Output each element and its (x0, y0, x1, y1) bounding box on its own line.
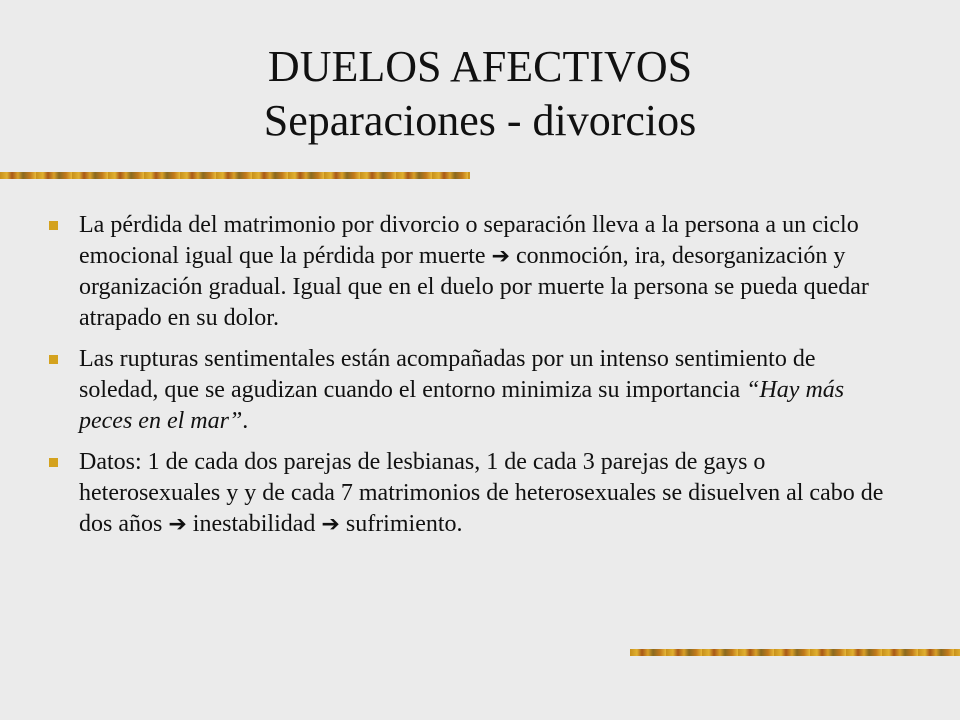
bullet-list (46, 210, 896, 550)
bullet-item-1 (46, 210, 896, 334)
square-bullet-icon (49, 221, 58, 230)
square-bullet-icon (49, 458, 58, 467)
bullet-3-text-2: inestabilidad (186, 511, 322, 537)
bullet-3-text-1: Datos: 1 de cada dos parejas de lesbianas, 1 de cada 3 parejas de gays o heterosexuales y y de cada 7 matrimonios de heterosexuales se disuelven al cabo de dos años (79, 449, 884, 537)
bullet-2-text-1: Las rupturas sentimentales están acompañadas por un intenso sentimiento de soledad, que se agudizan cuando el entorno minimiza su importancia (79, 346, 816, 403)
bullet-1-text-2: conmoción, ira, desorganización y organización gradual. Igual que en el duelo por muerte la persona se pueda quedar atrapado en su dolor. (79, 243, 869, 331)
right-arrow-icon: ➔ (321, 512, 340, 537)
decorative-rule-top (0, 172, 470, 179)
right-arrow-icon: ➔ (491, 244, 510, 269)
bullet-2-text-2: . (242, 408, 249, 434)
title-line-1: DUELOS AFECTIVOS (267, 42, 693, 91)
bullet-item-2 (46, 344, 896, 437)
decorative-rule-bottom (630, 649, 960, 656)
bullet-item-3 (46, 447, 896, 540)
title-line-2: Separaciones - divorcios (263, 96, 697, 145)
square-bullet-icon (49, 355, 58, 364)
bullet-2-quote: “Hay más peces en el mar” (79, 377, 845, 434)
bullet-3-text-3: sufrimiento. (339, 511, 463, 537)
slide-title (0, 40, 960, 148)
bullet-1-text-1: La pérdida del matrimonio por divorcio o separación lleva a la persona a un ciclo emocional igual que la pérdida por muerte (79, 212, 859, 269)
right-arrow-icon: ➔ (168, 512, 187, 537)
